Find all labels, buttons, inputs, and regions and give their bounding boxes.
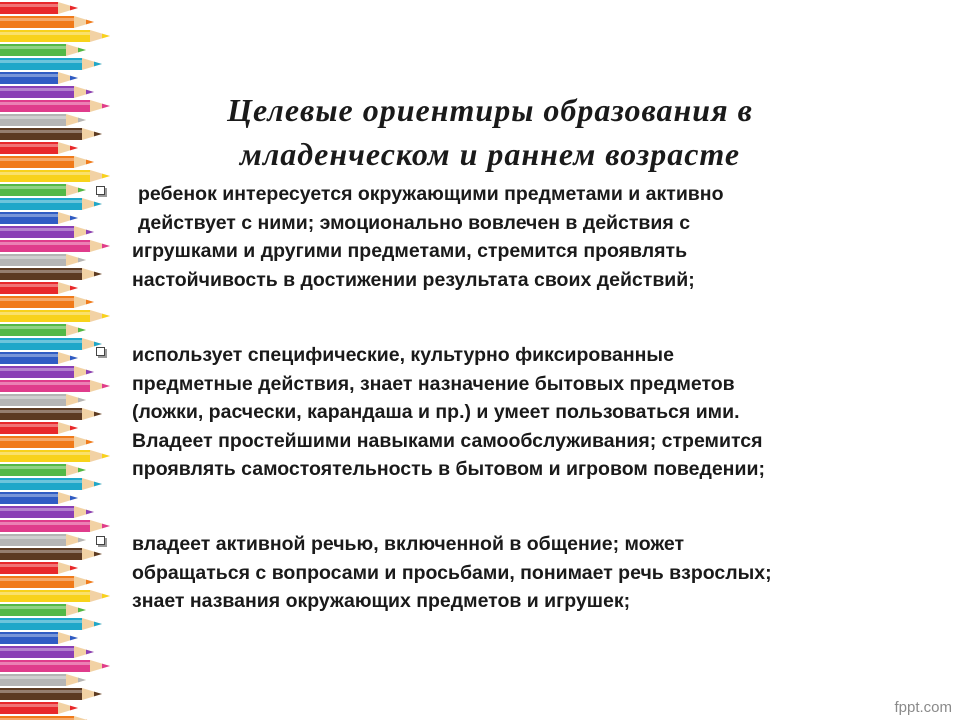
pencil [0, 632, 78, 644]
pencil [0, 86, 94, 98]
pencil [0, 58, 102, 70]
pencil [0, 534, 86, 546]
pencil [0, 128, 102, 140]
bullet-line: действует с ними; эмоционально вовлечен в действия с [138, 211, 691, 234]
bullet-text [132, 180, 932, 294]
pencil [0, 436, 94, 448]
slide-title [160, 88, 820, 176]
bullet-text [132, 341, 932, 484]
pencil [0, 618, 102, 630]
bullet-text [132, 530, 932, 616]
bullet-line: владеет активной речью, включенной в общение; может [132, 533, 685, 555]
pencil [0, 604, 86, 616]
pencil [0, 282, 78, 294]
pencil [0, 688, 102, 700]
pencil [0, 156, 94, 168]
bullet-square-icon [96, 347, 105, 356]
pencil [0, 520, 110, 532]
pencil [0, 352, 78, 364]
pencil [0, 310, 110, 322]
pencil [0, 380, 110, 392]
bullet-square-icon [96, 536, 105, 545]
pencil [0, 394, 86, 406]
pencil [0, 716, 94, 720]
pencil [0, 212, 78, 224]
pencil [0, 338, 102, 350]
pencil [0, 44, 86, 56]
pencil [0, 646, 94, 658]
bullet-line: (ложки, расчески, карандаша и пр.) и умеет пользоваться ими. [132, 401, 740, 423]
pencil [0, 16, 94, 28]
pencil [0, 100, 110, 112]
pencil [0, 268, 102, 280]
pencil [0, 590, 110, 602]
watermark: fppt.com [894, 699, 952, 716]
pencil [0, 562, 78, 574]
pencil [0, 30, 110, 42]
pencil [0, 408, 102, 420]
pencil [0, 2, 78, 14]
pencil [0, 142, 78, 154]
pencil [0, 674, 86, 686]
bullet-line: ребенок интересуется окружающими предметами и активно [138, 183, 724, 205]
pencil [0, 296, 94, 308]
pencil [0, 576, 94, 588]
pencil [0, 450, 110, 462]
bullet-square-icon [96, 186, 105, 195]
title-line-1: Целевые ориентиры образования в [227, 92, 753, 128]
pencil [0, 464, 86, 476]
pencil [0, 366, 94, 378]
pencil [0, 226, 94, 238]
pencil [0, 506, 94, 518]
pencil [0, 660, 110, 672]
bullet-line: предметные действия, знает назначение бытовых предметов [132, 372, 735, 395]
pencil [0, 240, 110, 252]
colored-pencils-decoration [0, 0, 130, 720]
pencil [0, 548, 102, 560]
pencil [0, 422, 78, 434]
pencil [0, 478, 102, 490]
bullet-line: игрушками и другими предметами, стремится проявлять [132, 240, 688, 262]
pencil [0, 72, 78, 84]
pencil [0, 324, 86, 336]
title-line-2: младенческом и раннем возрасте [239, 136, 741, 172]
pencil [0, 114, 86, 126]
bullet-line: проявлять самостоятельность в бытовом и игровом поведении; [132, 458, 765, 480]
pencil [0, 198, 102, 210]
pencil [0, 702, 78, 714]
pencil [0, 254, 86, 266]
pencil [0, 170, 110, 182]
bullet-line: использует специфические, культурно фиксированные [132, 344, 674, 366]
bullet-line: обращаться с вопросами и просьбами, понимает речь взрослых; [132, 561, 772, 584]
pencil [0, 492, 78, 504]
bullet-line: Владеет простейшими навыками самообслуживания; стремится [132, 429, 763, 452]
pencil [0, 184, 86, 196]
bullet-line: настойчивость в достижении результата своих действий; [132, 268, 695, 291]
bullet-line: знает названия окружающих предметов и игрушек; [132, 590, 631, 612]
